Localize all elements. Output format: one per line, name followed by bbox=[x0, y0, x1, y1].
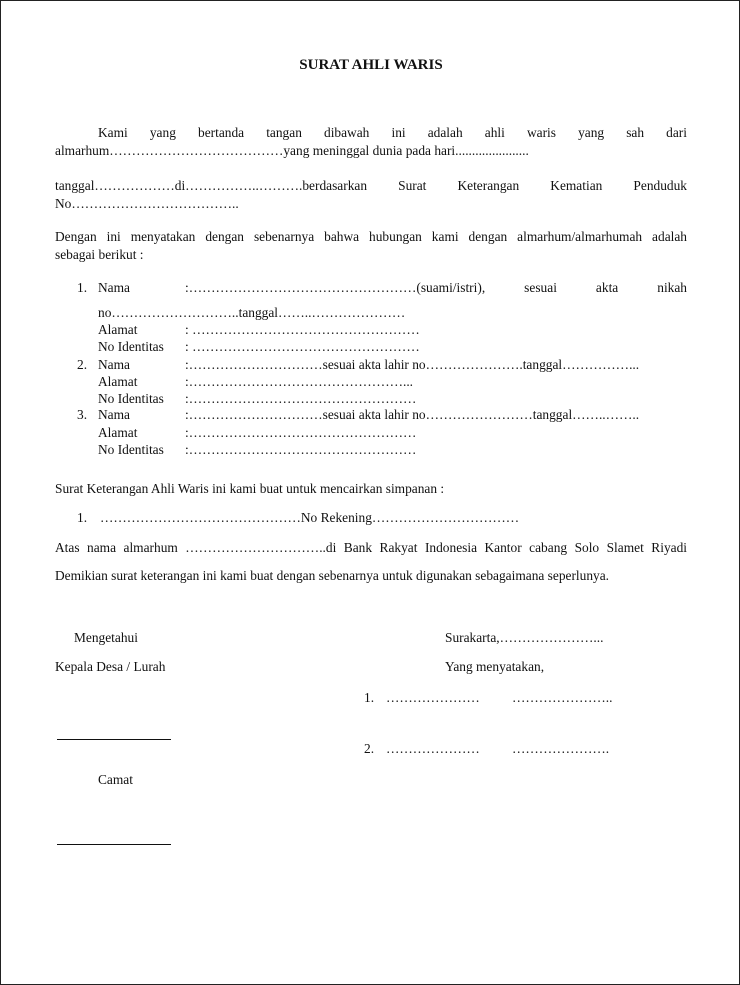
signer-1-number: 1. bbox=[364, 690, 375, 705]
bank-line: Atas nama almarhum …………………………..di Bank Rakyat Indonesia Kantor cabang Solo Slamet Riyadi bbox=[55, 540, 687, 555]
heir-address-value: : …………………………………………… bbox=[185, 322, 420, 337]
heir-number: 3. bbox=[77, 407, 88, 422]
signer-1-name: ………………… bbox=[386, 690, 480, 705]
heir-number: 2. bbox=[77, 357, 88, 372]
closing-text: Demikian surat keterangan ini kami buat dengan sebenarnya untuk digunakan sebagaimana seperlunya. bbox=[55, 568, 610, 583]
heir-name-label: Nama bbox=[98, 357, 130, 372]
statement-paragraph bbox=[55, 228, 687, 264]
heir-id-label: No Identitas bbox=[98, 391, 164, 406]
heir-name-continuation: no………………………..tanggal……..………………… bbox=[98, 305, 406, 320]
camat-signature-line bbox=[57, 844, 171, 845]
heir-address-label: Alamat bbox=[98, 322, 138, 337]
heir-address-label: Alamat bbox=[98, 425, 138, 440]
account-text: ………………………………………No Rekening…………………………… bbox=[100, 510, 520, 525]
signer-2-signature: …………………. bbox=[512, 741, 610, 756]
heir-name-value: :…………………………sesuai akta lahir no……………………tanggal……..…….. bbox=[185, 407, 640, 422]
village-head-signature-line bbox=[57, 739, 171, 740]
heir-name-value: :……………………………………………(suami/istri), sesuai akta nikah bbox=[185, 280, 687, 295]
document-title: SURAT AHLI WARIS bbox=[299, 57, 443, 73]
place-date: Surakarta,…………………... bbox=[445, 630, 604, 645]
acknowledged-label: Mengetahui bbox=[74, 630, 138, 645]
declarant-label: Yang menyatakan, bbox=[445, 659, 545, 674]
intro-paragraph bbox=[55, 124, 687, 160]
death-cert-line-2: No……………………………….. bbox=[55, 196, 239, 211]
heir-id-label: No Identitas bbox=[98, 442, 164, 457]
camat-label: Camat bbox=[98, 772, 133, 787]
statement-line-1: Dengan ini menyatakan dengan sebenarnya bahwa hubungan kami dengan almarhum/almarhumah adalah bbox=[55, 229, 687, 244]
signer-2-number: 2. bbox=[364, 741, 375, 756]
heir-id-value: : …………………………………………… bbox=[185, 339, 420, 354]
heir-name-value: :…………………………sesuai akta lahir no………………….tanggal……………... bbox=[185, 357, 640, 372]
heir-name-label: Nama bbox=[98, 407, 130, 422]
heir-name-label: Nama bbox=[98, 280, 130, 295]
heir-id-value: :…………………………………………… bbox=[185, 391, 417, 406]
signer-2-name: ………………… bbox=[386, 741, 480, 756]
intro-line-1: Kami yang bertanda tangan dibawah ini adalah ahli waris yang sah dari bbox=[98, 125, 687, 140]
heir-number: 1. bbox=[77, 280, 88, 295]
intro-line-2: almarhum…………………………………yang meninggal dunia pada hari...................... bbox=[55, 143, 529, 158]
heir-id-value: :…………………………………………… bbox=[185, 442, 417, 457]
death-certificate-paragraph bbox=[55, 177, 687, 213]
account-number: 1. bbox=[77, 510, 88, 525]
signer-1-signature: ………………….. bbox=[512, 690, 613, 705]
statement-line-2: sebagai berikut : bbox=[55, 247, 144, 262]
death-cert-line-1: tanggal………………di……………..……….berdasarkan Surat Keterangan Kematian Penduduk bbox=[55, 178, 687, 193]
heir-address-value: :…………………………………………... bbox=[185, 374, 414, 389]
heir-address-value: :…………………………………………… bbox=[185, 425, 417, 440]
heir-id-label: No Identitas bbox=[98, 339, 164, 354]
purpose-text: Surat Keterangan Ahli Waris ini kami buat untuk mencairkan simpanan : bbox=[55, 481, 445, 496]
heir-address-label: Alamat bbox=[98, 374, 138, 389]
village-head-label: Kepala Desa / Lurah bbox=[55, 659, 166, 674]
